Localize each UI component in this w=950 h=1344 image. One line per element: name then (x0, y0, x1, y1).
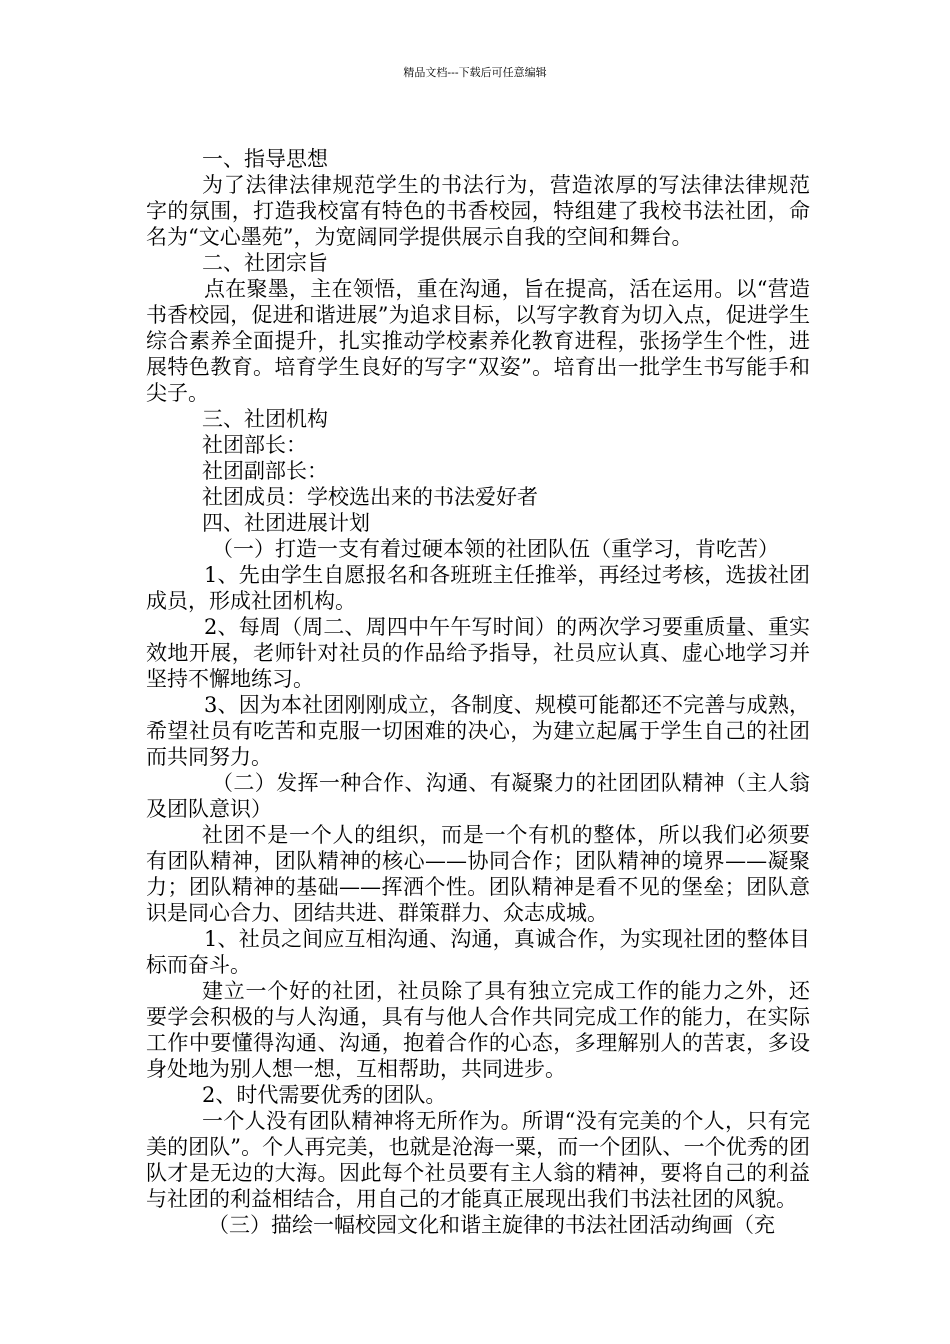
paragraph: 1、先由学生自愿报名和各班班主任推举，再经过考核，选拔社团成员，形成社团机构。 (146, 563, 810, 613)
paragraph: 一个人没有团队精神将无所作为。所谓“没有完美的个人，只有完美的团队”。个人再完美，也就是沧海一粟，而一个团队、一个优秀的团队才是无边的大海。因此每个社员要有主人翁的精神，要将自己的利益与社团的利益相结合，用自己的才能真正展现出我们书法社团的风貌。 (146, 1109, 810, 1211)
paragraph: 为了法律法律规范学生的书法行为，营造浓厚的写法律法律规范字的氛围，打造我校富有特色的书香校园，特组建了我校书法社团，命名为“文心墨苑”，为宽阔同学提供展示自我的空间和舞台。 (146, 173, 810, 249)
document-body (146, 146, 810, 1238)
paragraph: 社团不是一个人的组织，而是一个有机的整体，所以我们必须要有团队精神，团队精神的核心——协同合作；团队精神的境界——凝聚力；团队精神的基础——挥洒个性。团队精神是看不见的堡垒；团队意识是同心合力、团结共进、群策群力、众志成城。 (146, 823, 810, 925)
paragraph: 3、因为本社团刚刚成立，各制度、规模可能都还不完善与成熟，希望社员有吃苦和克服一切困难的决心，为建立起属于学生自己的社团而共同努力。 (146, 693, 810, 769)
paragraph: 社团部长： (202, 433, 307, 457)
section-heading: （二）发挥一种合作、沟通、有凝聚力的社团团队精神（主人翁及团队意识） (146, 771, 810, 821)
section-heading: （三）描绘一幅校园文化和谐主旋律的书法社团活动绚画（充 (208, 1213, 775, 1237)
section-heading: 三、社团机构 (202, 407, 328, 431)
paragraph: 1、社员之间应互相沟通、沟通，真诚合作，为实现社团的整体目标而奋斗。 (146, 927, 810, 977)
paragraph: 社团副部长： (202, 459, 328, 483)
section-heading: （一）打造一支有着过硬本领的社团队伍（重学习，肯吃苦） (212, 537, 779, 561)
paragraph: 建立一个好的社团，社员除了具有独立完成工作的能力之外，还要学会积极的与人沟通，具有与他人合作共同完成工作的能力，在实际工作中要懂得沟通、沟通，抱着合作的心态，多理解别人的苦衷，多设身处地为别人想一想，互相帮助，共同进步。 (146, 979, 810, 1081)
paragraph: 2、时代需要优秀的团队。 (202, 1083, 447, 1107)
section-heading: 四、社团进展计划 (202, 511, 370, 535)
paragraph: 社团成员：学校选出来的书法爱好者 (202, 485, 538, 509)
page-header: 精品文档---下载后可任意编辑 (403, 66, 547, 79)
paragraph: 2、每周（周二、周四中午午写时间）的两次学习要重质量、重实效地开展，老师针对社员的作品给予指导，社员应认真、虚心地学习并坚持不懈地练习。 (146, 615, 810, 691)
section-heading: 一、指导思想 (202, 147, 328, 171)
section-heading: 二、社团宗旨 (202, 251, 328, 275)
paragraph: 点在聚墨，主在领悟，重在沟通，旨在提高，活在运用。以“营造书香校园，促进和谐进展”为追求目标，以写字教育为切入点，促进学生综合素养全面提升，扎实推动学校素养化教育进程，张扬学生个性，进展特色教育。培育学生良好的写字“双姿”。培育出一批学生书写能手和尖子。 (146, 277, 810, 405)
